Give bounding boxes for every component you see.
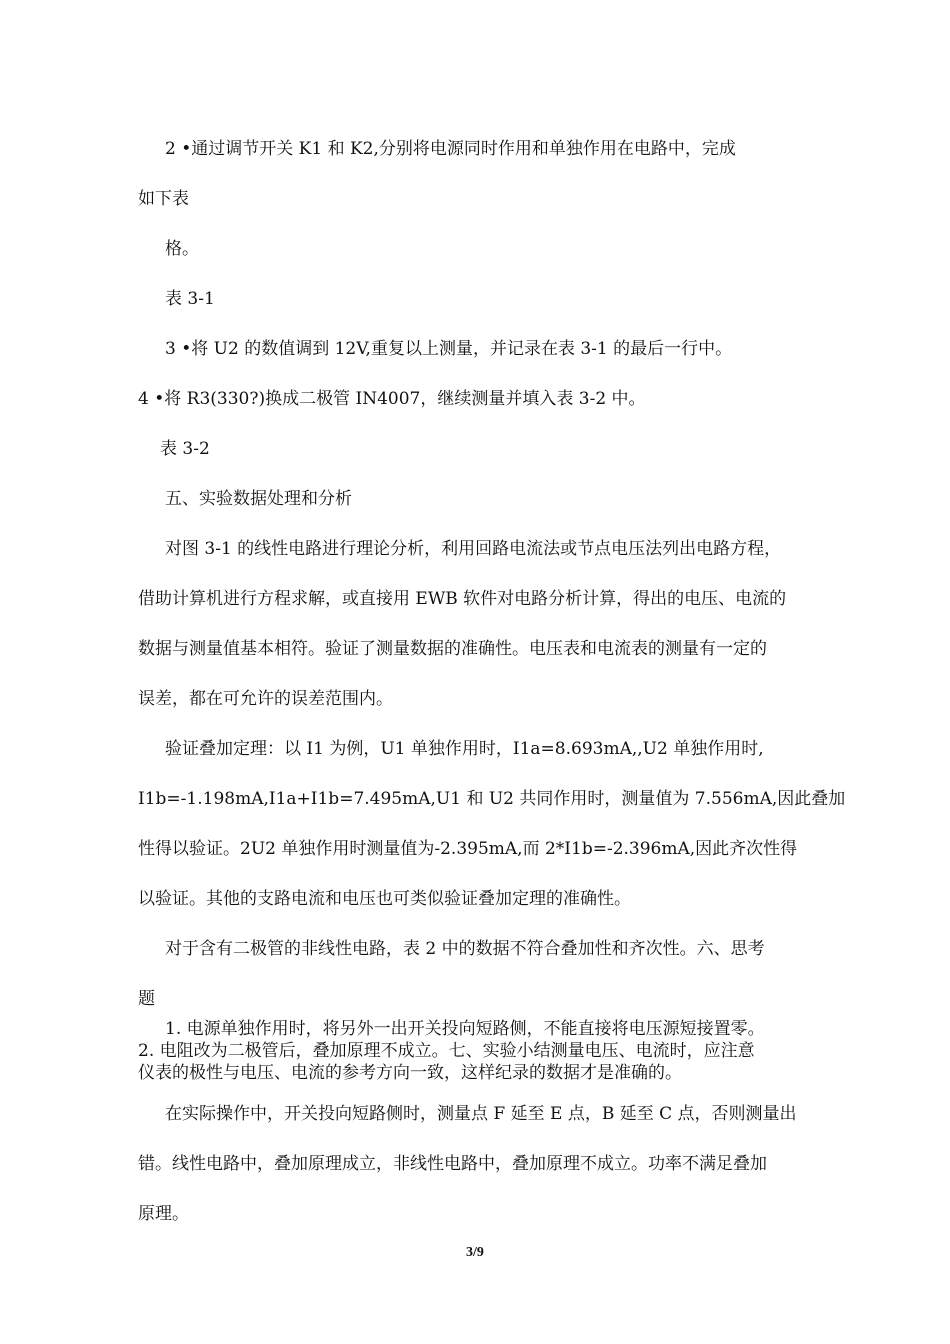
table-caption: 表 3-2 (160, 439, 210, 459)
text-line: 4 •将 R3(330?)换成二极管 IN4007，继续测量并填入表 3-2 中。 (138, 389, 646, 409)
text-line: 2 •通过调节开关 K1 和 K2,分别将电源同时作用和单独作用在电路中，完成 (165, 139, 736, 159)
text-line: 格。 (165, 239, 199, 259)
text-line: 仪表的极性与电压、电流的参考方向一致，这样纪录的数据才是准确的。 (138, 1063, 682, 1083)
text-line: 如下表 (138, 189, 189, 209)
section-heading: 五、实验数据处理和分析 (165, 489, 352, 509)
table-caption: 表 3-1 (165, 289, 215, 309)
text-line: 题 (138, 989, 155, 1009)
text-line: 错。线性电路中，叠加原理成立，非线性电路中，叠加原理不成立。功率不满足叠加 (138, 1154, 767, 1174)
text-line: 性得以验证。2U2 单独作用时测量值为-2.395mA,而 2*I1b=-2.396mA,因此齐次性得 (138, 839, 798, 859)
text-line: 2. 电阻改为二极管后，叠加原理不成立。七、实验小结测量电压、电流时，应注意 (138, 1041, 755, 1061)
text-line: 原理。 (138, 1204, 189, 1224)
text-line: 借助计算机进行方程求解，或直接用 EWB 软件对电路分析计算，得出的电压、电流的 (138, 589, 787, 609)
text-line: I1b=-1.198mA,I1a+I1b=7.495mA,U1 和 U2 共同作用时，测量值为 7.556mA,因此叠加 (138, 789, 846, 809)
text-line: 在实际操作中，开关投向短路侧时，测量点 F 延至 E 点，B 延至 C 点，否则测量出 (165, 1104, 797, 1124)
text-line: 验证叠加定理：以 I1 为例，U1 单独作用时，I1a=8.693mA,,U2 单独作用时, (165, 739, 764, 759)
text-line: 3 •将 U2 的数值调到 12V,重复以上测量，并记录在表 3-1 的最后一行中。 (165, 339, 733, 359)
text-line: 数据与测量值基本相符。验证了测量数据的准确性。电压表和电流表的测量有一定的 (138, 639, 767, 659)
text-line: 误差，都在可允许的误差范围内。 (138, 689, 393, 709)
text-line: 对于含有二极管的非线性电路，表 2 中的数据不符合叠加性和齐次性。六、思考 (165, 939, 765, 959)
text-line: 1. 电源单独作用时，将另外一出开关投向短路侧，不能直接将电压源短接置零。 (165, 1019, 765, 1039)
text-line: 以验证。其他的支路电流和电压也可类似验证叠加定理的准确性。 (138, 889, 631, 909)
text-line: 对图 3-1 的线性电路进行理论分析，利用回路电流法或节点电压法列出电路方程， (165, 539, 782, 559)
page-number: 3/9 (466, 1245, 484, 1260)
